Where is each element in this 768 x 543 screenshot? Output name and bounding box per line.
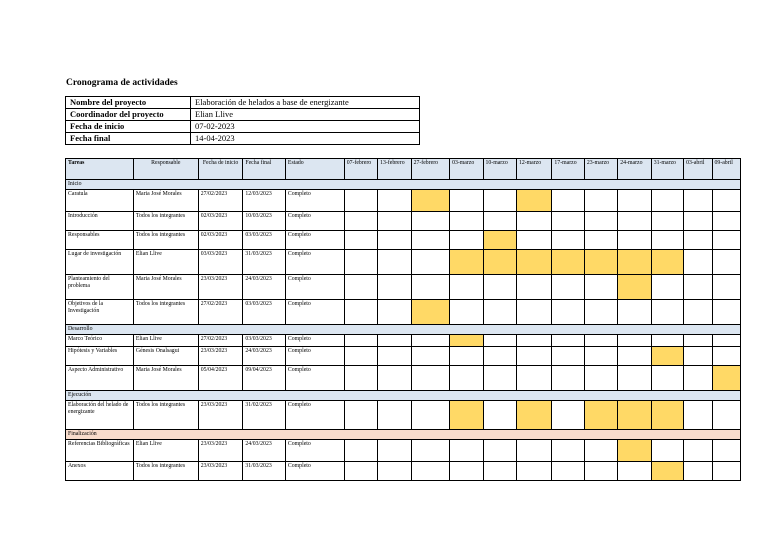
project-info-label: Fecha de inicio <box>66 121 191 133</box>
section-label: Desarrollo <box>66 325 741 335</box>
week-cell <box>411 275 450 300</box>
week-cell <box>712 250 741 275</box>
week-cell <box>411 440 450 462</box>
week-cell <box>483 347 516 366</box>
week-cell <box>411 401 450 430</box>
week-cell <box>712 190 741 212</box>
week-cell-active <box>411 190 450 212</box>
week-cell <box>450 462 483 481</box>
week-cell <box>411 366 450 391</box>
week-cell <box>344 462 377 481</box>
table-row <box>66 231 741 250</box>
header-week: 27-febrero <box>411 159 450 180</box>
task-name: Marco Teórico <box>66 335 134 347</box>
header-week: 24-marzo <box>618 159 651 180</box>
header-fecha-inicio: Fecha de inicio <box>198 159 243 180</box>
task-status: Completo <box>285 250 344 275</box>
week-cell <box>712 212 741 231</box>
week-cell <box>651 231 683 250</box>
task-name: Introducción <box>66 212 134 231</box>
task-end-date: 09/04/2023 <box>243 366 286 391</box>
week-cell <box>712 231 741 250</box>
week-cell <box>552 231 584 250</box>
week-cell <box>344 335 377 347</box>
week-cell <box>584 366 617 391</box>
week-cell <box>378 440 411 462</box>
week-cell <box>552 401 584 430</box>
task-start-date: 23/03/2023 <box>198 440 243 462</box>
task-responsable: Todos los integrantes <box>133 462 198 481</box>
week-cell <box>516 462 551 481</box>
week-cell <box>651 366 683 391</box>
task-status: Completo <box>285 190 344 212</box>
week-cell <box>552 275 584 300</box>
week-cell <box>618 231 651 250</box>
header-week: 03-marzo <box>450 159 483 180</box>
week-cell <box>584 347 617 366</box>
week-cell <box>684 231 712 250</box>
week-cell <box>344 190 377 212</box>
table-row <box>66 440 741 462</box>
header-week: 03-abril <box>684 159 712 180</box>
task-status: Completo <box>285 300 344 325</box>
week-cell <box>584 275 617 300</box>
week-cell <box>344 440 377 462</box>
task-end-date: 24/03/2023 <box>243 440 286 462</box>
week-cell <box>378 347 411 366</box>
week-cell <box>344 275 377 300</box>
week-cell <box>483 462 516 481</box>
week-cell <box>378 231 411 250</box>
week-cell <box>344 212 377 231</box>
header-week: 13-febrero <box>378 159 411 180</box>
task-name: Lugar de investigación <box>66 250 134 275</box>
task-responsable: Elian Llive <box>133 440 198 462</box>
header-week: 07-febrero <box>344 159 377 180</box>
week-cell <box>378 366 411 391</box>
table-row <box>66 347 741 366</box>
table-row <box>66 190 741 212</box>
week-cell <box>684 250 712 275</box>
week-cell <box>712 335 741 347</box>
week-cell <box>584 440 617 462</box>
task-end-date: 24/03/2023 <box>243 275 286 300</box>
week-cell-active <box>450 335 483 347</box>
week-cell <box>712 347 741 366</box>
task-end-date: 24/03/2023 <box>243 347 286 366</box>
week-cell <box>483 190 516 212</box>
task-start-date: 23/03/2023 <box>198 347 243 366</box>
week-cell <box>378 335 411 347</box>
task-end-date: 03/03/2023 <box>243 231 286 250</box>
task-responsable: Génesis Onalsagui <box>133 347 198 366</box>
project-info-value: Elaboración de helados a base de energizante <box>191 97 420 109</box>
project-info-value: 07-02-2023 <box>191 121 420 133</box>
task-status: Completo <box>285 212 344 231</box>
week-cell <box>684 366 712 391</box>
week-cell <box>552 300 584 325</box>
task-end-date: 31/03/2023 <box>243 250 286 275</box>
week-cell <box>684 335 712 347</box>
week-cell <box>344 347 377 366</box>
header-tareas: Tareas <box>66 159 134 180</box>
week-cell <box>411 212 450 231</box>
week-cell-active <box>584 250 617 275</box>
week-cell <box>584 300 617 325</box>
week-cell <box>344 300 377 325</box>
week-cell <box>450 440 483 462</box>
task-responsable: Todos los integrantes <box>133 300 198 325</box>
task-name: Caratula <box>66 190 134 212</box>
task-status: Completo <box>285 335 344 347</box>
week-cell <box>450 300 483 325</box>
document-title: Cronograma de actividades <box>66 78 178 88</box>
section-row <box>66 325 741 335</box>
header-responsable: Responsable <box>133 159 198 180</box>
header-week: 12-marzo <box>516 159 551 180</box>
task-end-date: 03/03/2023 <box>243 335 286 347</box>
week-cell-active <box>651 347 683 366</box>
week-cell <box>712 401 741 430</box>
week-cell <box>516 440 551 462</box>
table-row <box>66 250 741 275</box>
week-cell <box>651 190 683 212</box>
table-row <box>66 335 741 347</box>
section-label: Inicio <box>66 180 741 190</box>
week-cell-active <box>516 250 551 275</box>
week-cell <box>552 462 584 481</box>
week-cell <box>651 335 683 347</box>
schedule-table <box>65 158 741 481</box>
task-status: Completo <box>285 401 344 430</box>
week-cell <box>411 462 450 481</box>
task-status: Completo <box>285 347 344 366</box>
week-cell <box>411 347 450 366</box>
week-cell <box>684 347 712 366</box>
task-start-date: 27/02/2023 <box>198 300 243 325</box>
project-info-row <box>66 121 420 133</box>
task-start-date: 23/03/2023 <box>198 275 243 300</box>
task-start-date: 23/03/2023 <box>198 401 243 430</box>
week-cell <box>712 462 741 481</box>
table-row <box>66 366 741 391</box>
week-cell <box>516 275 551 300</box>
table-row <box>66 300 741 325</box>
week-cell-active <box>618 440 651 462</box>
week-cell <box>411 250 450 275</box>
week-cell <box>516 212 551 231</box>
week-cell <box>618 300 651 325</box>
week-cell <box>552 440 584 462</box>
week-cell <box>344 231 377 250</box>
task-status: Completo <box>285 366 344 391</box>
header-week: 31-marzo <box>651 159 683 180</box>
task-start-date: 03/03/2023 <box>198 250 243 275</box>
task-responsable: Maria José Morales <box>133 366 198 391</box>
table-row <box>66 212 741 231</box>
week-cell-active <box>618 250 651 275</box>
week-cell <box>584 190 617 212</box>
task-name: Planteamiento del problema <box>66 275 134 300</box>
week-cell <box>344 366 377 391</box>
project-info-row <box>66 133 420 145</box>
week-cell <box>378 401 411 430</box>
week-cell <box>651 300 683 325</box>
week-cell <box>618 335 651 347</box>
week-cell <box>378 190 411 212</box>
project-info-value: Elian Llive <box>191 109 420 121</box>
week-cell <box>618 366 651 391</box>
project-info-table <box>65 96 420 145</box>
section-label: Ejecución <box>66 391 741 401</box>
section-row <box>66 180 741 190</box>
week-cell <box>618 212 651 231</box>
week-cell-active <box>651 462 683 481</box>
project-info-row <box>66 97 420 109</box>
week-cell <box>712 275 741 300</box>
week-cell <box>584 462 617 481</box>
project-info-label: Coordinador del proyecto <box>66 109 191 121</box>
header-estado: Estado <box>285 159 344 180</box>
week-cell <box>651 212 683 231</box>
week-cell <box>552 335 584 347</box>
header-week: 17-marzo <box>552 159 584 180</box>
week-cell <box>483 401 516 430</box>
week-cell <box>483 300 516 325</box>
week-cell <box>378 212 411 231</box>
week-cell-active <box>651 250 683 275</box>
task-name: Elaboración del helado de energizante <box>66 401 134 430</box>
task-status: Completo <box>285 462 344 481</box>
table-row <box>66 275 741 300</box>
week-cell <box>618 462 651 481</box>
section-row <box>66 430 741 440</box>
week-cell <box>618 190 651 212</box>
week-cell <box>344 401 377 430</box>
table-row <box>66 462 741 481</box>
task-name: Responsables <box>66 231 134 250</box>
week-cell <box>378 300 411 325</box>
project-info-label: Fecha final <box>66 133 191 145</box>
task-name: Referencias Bibliográficas <box>66 440 134 462</box>
week-cell-active <box>483 231 516 250</box>
week-cell <box>712 300 741 325</box>
week-cell <box>516 335 551 347</box>
task-name: Anexos <box>66 462 134 481</box>
week-cell-active <box>618 275 651 300</box>
section-row <box>66 391 741 401</box>
week-cell <box>483 212 516 231</box>
week-cell <box>552 212 584 231</box>
week-cell <box>684 190 712 212</box>
week-cell <box>684 275 712 300</box>
task-start-date: 23/03/2023 <box>198 462 243 481</box>
task-start-date: 02/03/2023 <box>198 231 243 250</box>
task-responsable: Todos los integrantes <box>133 231 198 250</box>
week-cell <box>552 190 584 212</box>
week-cell <box>684 300 712 325</box>
week-cell <box>450 190 483 212</box>
section-label: Finalización <box>66 430 741 440</box>
week-cell <box>651 440 683 462</box>
task-end-date: 31/03/2023 <box>243 462 286 481</box>
header-fecha-final: Fecha final <box>243 159 286 180</box>
task-end-date: 10/03/2023 <box>243 212 286 231</box>
week-cell <box>450 212 483 231</box>
week-cell <box>483 366 516 391</box>
project-info-row <box>66 109 420 121</box>
project-info-label: Nombre del proyecto <box>66 97 191 109</box>
task-responsable: Maria José Morales <box>133 190 198 212</box>
task-responsable: Todos los integrantes <box>133 401 198 430</box>
week-cell <box>552 347 584 366</box>
week-cell <box>618 347 651 366</box>
project-info-value: 14-04-2023 <box>191 133 420 145</box>
task-status: Completo <box>285 440 344 462</box>
task-end-date: 12/03/2023 <box>243 190 286 212</box>
week-cell <box>483 440 516 462</box>
week-cell <box>584 231 617 250</box>
week-cell <box>450 347 483 366</box>
week-cell <box>411 335 450 347</box>
week-cell <box>516 366 551 391</box>
week-cell <box>483 275 516 300</box>
week-cell <box>483 335 516 347</box>
week-cell-active <box>411 300 450 325</box>
task-start-date: 02/03/2023 <box>198 212 243 231</box>
week-cell <box>584 212 617 231</box>
task-status: Completo <box>285 275 344 300</box>
week-cell-active <box>516 401 551 430</box>
task-end-date: 03/03/2023 <box>243 300 286 325</box>
week-cell <box>378 462 411 481</box>
week-cell <box>450 231 483 250</box>
week-cell <box>684 462 712 481</box>
task-name: Objetivos de la Investigación <box>66 300 134 325</box>
week-cell <box>516 300 551 325</box>
week-cell-active <box>516 190 551 212</box>
week-cell-active <box>584 401 617 430</box>
week-cell <box>684 212 712 231</box>
task-responsable: Maria José Morales <box>133 275 198 300</box>
week-cell <box>378 275 411 300</box>
week-cell <box>651 275 683 300</box>
task-start-date: 05/04/2023 <box>198 366 243 391</box>
week-cell-active <box>651 401 683 430</box>
week-cell <box>712 440 741 462</box>
week-cell-active <box>450 250 483 275</box>
week-cell <box>411 231 450 250</box>
week-cell <box>516 231 551 250</box>
task-start-date: 27/02/2023 <box>198 335 243 347</box>
table-row <box>66 401 741 430</box>
week-cell <box>684 440 712 462</box>
task-status: Completo <box>285 231 344 250</box>
week-cell-active <box>483 250 516 275</box>
week-cell-active <box>450 401 483 430</box>
week-cell <box>344 250 377 275</box>
header-week: 10-marzo <box>483 159 516 180</box>
header-week: 23-marzo <box>584 159 617 180</box>
task-responsable: Todos los integrantes <box>133 212 198 231</box>
week-cell <box>684 401 712 430</box>
task-end-date: 31/02/2023 <box>243 401 286 430</box>
task-responsable: Elian Llive <box>133 335 198 347</box>
task-start-date: 27/02/2023 <box>198 190 243 212</box>
task-name: Hipótesis y Variables <box>66 347 134 366</box>
week-cell <box>450 275 483 300</box>
week-cell <box>552 366 584 391</box>
week-cell-active <box>712 366 741 391</box>
header-week: 09-abril <box>712 159 741 180</box>
schedule-header-row <box>66 159 741 180</box>
task-name: Aspecto Administrativo <box>66 366 134 391</box>
task-responsable: Elian Llive <box>133 250 198 275</box>
week-cell <box>584 335 617 347</box>
week-cell <box>516 347 551 366</box>
week-cell-active <box>552 250 584 275</box>
week-cell <box>378 250 411 275</box>
week-cell-active <box>618 401 651 430</box>
week-cell <box>450 366 483 391</box>
